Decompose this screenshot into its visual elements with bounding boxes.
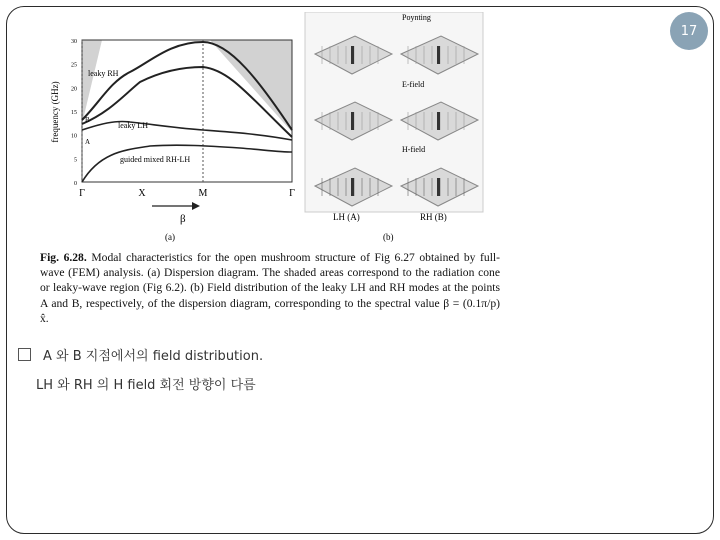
y-tick-label: 25 (71, 62, 77, 69)
y-tick-label: 5 (74, 157, 77, 164)
y-axis-label: frequency (GHz) (50, 81, 60, 143)
row-label-poynting: Poynting (402, 13, 431, 22)
x-tick-label: Γ (79, 188, 85, 199)
y-tick-label: 20 (71, 86, 77, 93)
x-ticks (79, 188, 295, 199)
caption-label: Fig. 6.28. (40, 251, 87, 264)
leaky-region-left (82, 40, 102, 124)
dispersion-diagram (50, 39, 295, 242)
annot-guided: guided mixed RH-LH (120, 155, 191, 164)
y-tick-label: 15 (71, 110, 77, 116)
panel-label-b: (b) (383, 232, 394, 242)
row-label-hfield: H-field (402, 145, 426, 154)
x-tick-label: M (198, 188, 208, 199)
y-tick-label: 10 (71, 133, 77, 140)
figure-caption (40, 250, 500, 326)
figure-svg (40, 12, 500, 247)
field-distribution-panel (305, 12, 483, 242)
x-tick-label: Γ (289, 188, 295, 199)
column-label-rh: RH (B) (420, 212, 447, 222)
figure (40, 12, 500, 247)
page-number-badge (670, 12, 708, 50)
y-ticks (71, 39, 77, 187)
bullet-box-icon (18, 348, 31, 361)
y-tick-label: 30 (71, 39, 77, 45)
annot-leaky-rh: leaky RH (88, 69, 119, 78)
column-label-lh: LH (A) (333, 212, 360, 222)
x-tick-label: X (138, 188, 146, 199)
beta-symbol: β (180, 213, 186, 225)
annot-point-b: B (85, 116, 90, 124)
annot-point-a: A (85, 138, 91, 146)
body-line-1: A 와 B 지점에서의 field distribution. (43, 349, 264, 364)
annot-leaky-lh: leaky LH (118, 121, 148, 130)
leaky-region-right (210, 40, 292, 132)
body-line-2: LH 와 RH 의 H field 회전 방향이 다름 (36, 378, 256, 393)
caption-text: Modal characteristics for the open mushroom structure of Fig 6.27 obtained by full-wave (FEM) analysis. (a) Dispersion diagram. The shaded areas correspond to the radiation cone or leaky-wave region (Fig 6.2). (b) Field distribution of the leaky LH and RH modes at the points A and B, respectively, of the dispersion diagram, corresponding to the spectral value β = (0.1π/p) x̂. (40, 251, 500, 325)
bullet-item (18, 345, 263, 364)
page-number: 17 (680, 23, 698, 39)
row-label-efield: E-field (402, 80, 425, 89)
series-line-lh (82, 121, 292, 140)
y-tick-label: 0 (74, 181, 77, 187)
beta-arrow-head (192, 202, 200, 210)
panel-label-a: (a) (165, 232, 175, 242)
